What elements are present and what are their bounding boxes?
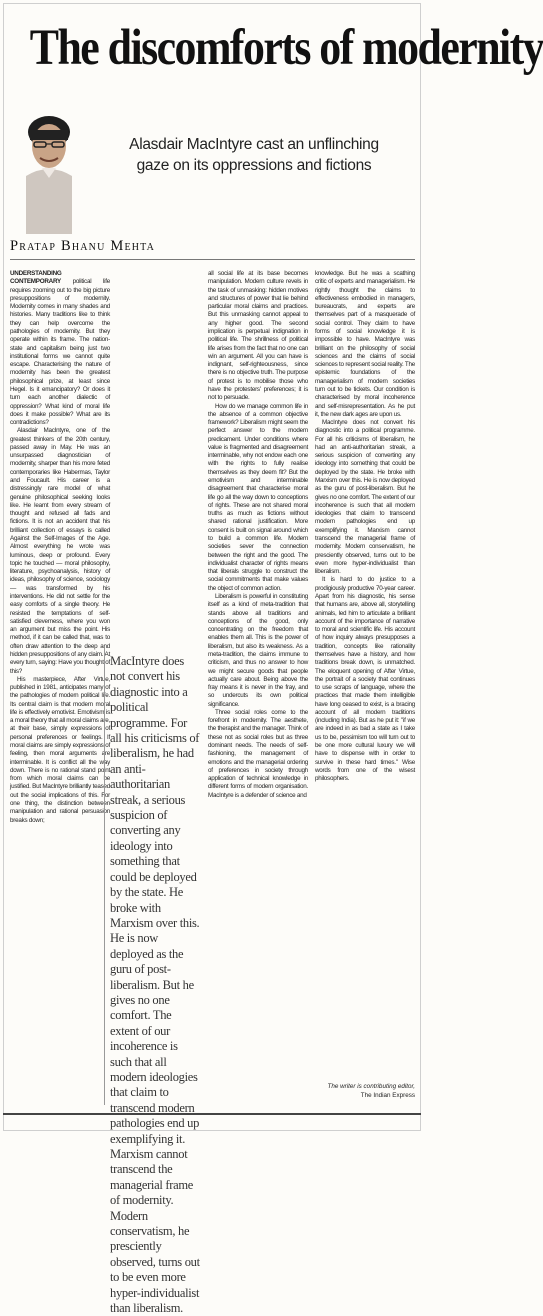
portrait-illustration — [12, 104, 85, 234]
bottom-rule — [3, 1113, 421, 1115]
author-note — [328, 1082, 416, 1100]
paragraph: It is hard to do justice to a prodigiously productive 70-year career. Apart from his diagnostic, his sense that humans are, above all, storytelling animals, led him to articulate a brilliant account of the importance of narrative to moral and scientific life. His account of how inquiry always presupposes a tradition, concepts like rationality themselves have a history, and how traditions break down, is unmatched. The eloquent opening of After Virtue, the portrait of a society that continues to use scraps of language, where the practices that made them intelligible have long ceased to exist, is a bracing account of all modern traditions (including India). But as he put it: "if we are indeed in as bad a state as I take us to be, pessimism too will turn out to be one more cultural luxury we will have to dispense with in order to survive in these hard times." Wise words from one of the wisest philosophers. — [315, 576, 415, 783]
column-1 — [10, 270, 110, 825]
pull-quote: MacIntyre does not convert his diagnostic into a political programme. For all his criticisms of liberalism, he had an anti-authoritarian streak, a serious suspicion of converting any ideology into something that could be deployed by the state. He broke with Marxism over this. He is now deployed as the guru of post-liberalism. But he gives no one comfort. The extent of our incoherence is such that all modern ideologies that claim to transcend modern pathologies end up exemplifying it. Marxism cannot transcend the managerial frame of modernity. Modern conservatism, he presciently observed, turns out to be even more hyper-individualist than liberalism. — [110, 654, 200, 1316]
column-2 — [208, 270, 308, 800]
author-role: The writer is contributing editor, — [327, 1083, 415, 1090]
paragraph: His masterpiece, After Virtue, published in 1981, anticipates many of the pathologies of modern political life. Its central claim is that modern moral life is effectively emotivist. Emotivism is a moral theory that all moral claims are, at their base, simply expressions of personal preferences or feelings. If moral claims are simply expressions of feeling, then moral arguments are interminable. It is conflict all the way down. There is no rational stand point from which moral claims can be justified. But MacIntyre brilliantly teased out the social implications of this. For one thing, the distinction between manipulation and rational persuasion breaks down; — [10, 675, 110, 824]
paragraph: knowledge. But he was a scathing critic of experts and managerialism. He rightly thought the claims to effectiveness embodied in managers, bureaucrats, and experts are themselves part of a masquerade of social control. They claim to have forms of social knowledge it is impossible to have. MacIntyre was brilliant on the philosophy of social sciences and the claims of social sciences to represent social reality. The epistemic foundations of the managerialism of modern societies turn out to be tickets. Our condition is characterised by moral incoherence and self-misrepresentation. As he put it, the new dark ages are upon us. — [315, 270, 415, 418]
paragraph: MacIntyre does not convert his diagnostic into a political programme. For all his criticisms of liberalism, he had an anti-authoritarian streak, a serious suspicion of converting any ideology into something that could be deployed by the state. He broke with Marxism over this. He is now deployed as the guru of post-liberalism. But he gives no one comfort. The extent of our incoherence is such that all modern ideologies that claim to transcend modern pathologies end up exemplifying it. Marxism cannot transcend the managerial frame of modernity. Modern conservatism, he presciently observed, turns out to be even more hyper-individualist than liberalism. — [315, 419, 415, 576]
paragraph: Three social roles come to the forefront in modernity. The aesthete, the therapist and the manager. Think of these not as social roles but as three dominant needs. The needs of self-fashioning, the management of emotions and the managerial ordering of preferences in society through application of technical knowledge in different forms of modern organisation. MacIntyre is a defender of science and — [208, 708, 308, 799]
deck-subheadline: Alasdair MacIntyre cast an unflinching gaze on its oppressions and fictions — [129, 136, 379, 174]
paragraph — [10, 270, 110, 427]
paragraph: How do we manage common life in the absence of a common objective framework? Liberalism might seem the perfect answer to the modern predicament. Under conditions where value is fragmented and disagreement interminable, why not endow each one with the rights to fully realise themselves as they deem fit? But the emotivism and interminable disagreement that characterise moral life go all the way down to conceptions of rights. These are not shared moral truths as much as fictions without shared rational justification. More consent is built on signal around which to build a common life. Modern societies sever the connection between the right and the good. The individualist character of rights means that liberals struggle to construct the social commitments that make values the object of common action. — [208, 402, 308, 592]
byline-divider — [10, 259, 415, 260]
pull-quote-divider — [104, 648, 105, 1105]
column-3 — [315, 270, 415, 783]
byline: Pratap Bhanu Mehta — [10, 238, 156, 254]
lead-in: UNDERSTANDING CONTEMPORARY — [10, 270, 62, 286]
paragraph: all social life at its base becomes manipulation. Modern culture revels in the task of unmasking: hidden motives and structures of power that lie behind particular moral claims and practices. But this unmasking cannot appeal to any higher good. The second implication is perpetual indignation in political life. The shrillness of political life arises from the fact that no one can win an argument. All you can have is indignant, self-righteousness, since there is no objective truth. The purpose of protest is to mobilise those who have the protesters' preferences; it is not to persuade. — [208, 270, 308, 402]
paragraph-text: political life requires zooming out to the big picture presuppositions of modernity. Modernity comes in many shades and histories. Many traditions like to think they can help overcome the pathologies of modernity. But they operate within its frame. The nation-state and capitalism being just two institutional forms we cannot quite escape. Characterising the nature of modernity has been the greatest philosophical prize, at least since Hegel. Is it emancipatory? Or does it turn each another dialectic of oppression? What kind of moral life does it make possible? What are its contradictions? — [10, 278, 110, 427]
headline: The discomforts of modernity — [29, 20, 543, 76]
author-photo — [12, 104, 85, 234]
paragraph: Alasdair MacIntyre, one of the greatest thinkers of the 20th century, passed away in May. He was an unsurpassed diagnostician of modernity, sharper than his more feted contemporaries like Habermas, Taylor and Foucault. His career is a distressingly rare model of what genuine philosophical seeking looks like. He learnt from every stream of thought and refused all fads and fictions. It is not an accident that his brilliant collection of essays is called Against the Self-Images of the Age. Almost everything he wrote was luminous, deep or profound. Every topic he touched — moral philosophy, literature, psychoanalysis, history of ideas, philosophy of science, sociology — was transformed by his interventions. He did not settle for the easy comforts of a single theory. He resisted the temptations of self-satisfied cleverness, where you won an argument but miss the point. His method, if it can be called that, was to often draw attention to the deep and hidden presuppositions of any claim. At every turn, saying: Have you thought of this? — [10, 427, 110, 675]
paragraph: Liberalism is powerful in constituting itself as a kind of meta-tradition that stands above all traditions and conceptions of the good, only concentrating on the freedom that enables them all. This is the power of liberalism, but also its weakness. As a meta-tradition, the claims immune to criticism, and thus no answer to how we might secure goods that people actually care about. Being above the fray means it is never in the fray, and so undercuts its own political significance. — [208, 592, 308, 708]
publication-name: The Indian Express — [360, 1092, 415, 1099]
